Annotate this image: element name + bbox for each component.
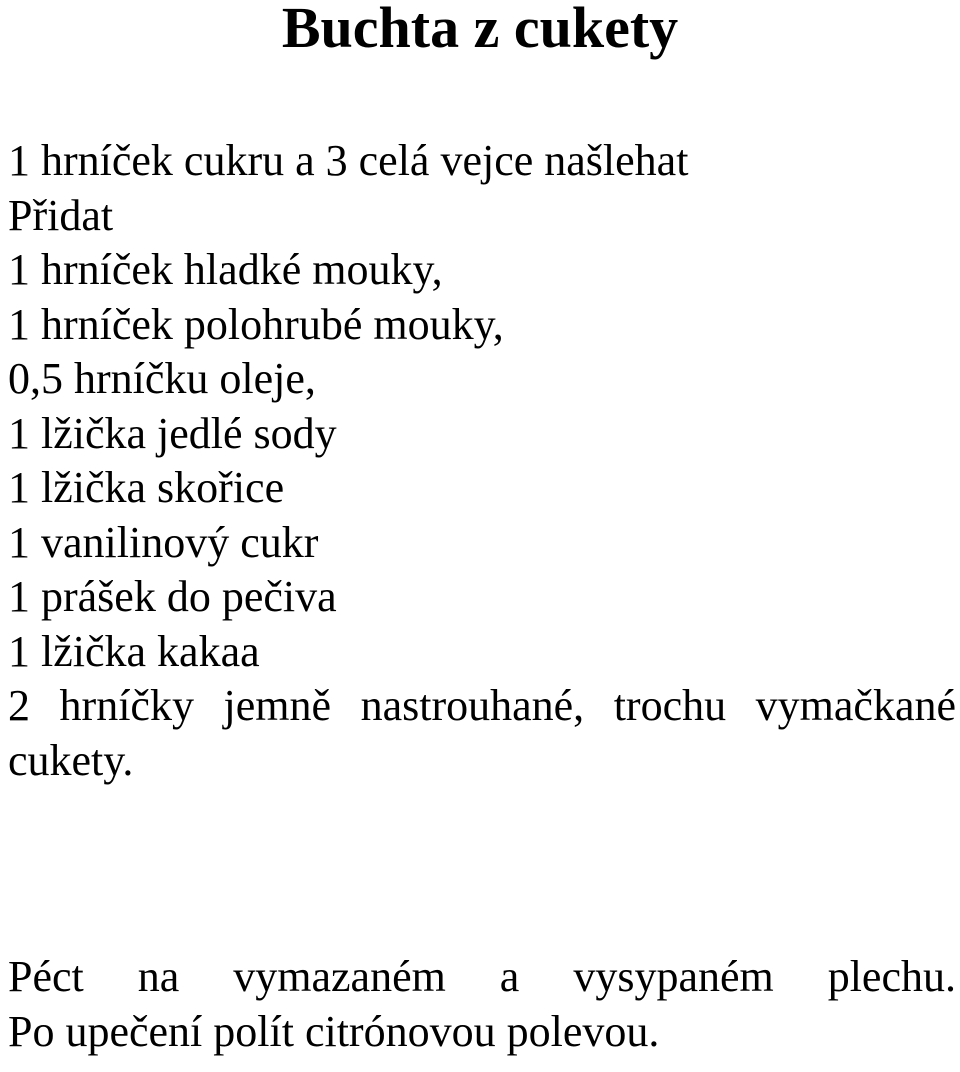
instruction-line: Po upečení polít citrónovou polevou. — [8, 1006, 660, 1056]
ingredient-line: 2 hrníčky jemně nastrouhané, trochu vymačkané cukety. — [8, 681, 956, 785]
ingredient-line: 1 lžička kakaa — [8, 626, 260, 676]
ingredient-line: 1 lžička skořice — [8, 463, 285, 512]
ingredient-line: 1 hrníček polohrubé mouky, — [8, 299, 504, 349]
instruction-line: Péct na vymazaném a vysypaném plechu. — [8, 952, 956, 1001]
ingredient-line: 1 lžička jedlé sody — [8, 408, 337, 458]
ingredient-line: 1 prášek do pečiva — [8, 572, 337, 621]
recipe-title: Buchta z cukety — [281, 0, 679, 60]
ingredient-line: 1 vanilinový cukr — [8, 517, 319, 567]
ingredient-line: 0,5 hrníčku oleje, — [8, 354, 316, 403]
ingredient-line: 1 hrníček cukru a 3 celá vejce našlehat — [8, 136, 689, 185]
instructions-block — [8, 950, 956, 1059]
ingredient-list — [8, 134, 956, 788]
ingredient-line: Přidat — [8, 190, 114, 240]
ingredient-line: 1 hrníček hladké mouky, — [8, 245, 443, 294]
